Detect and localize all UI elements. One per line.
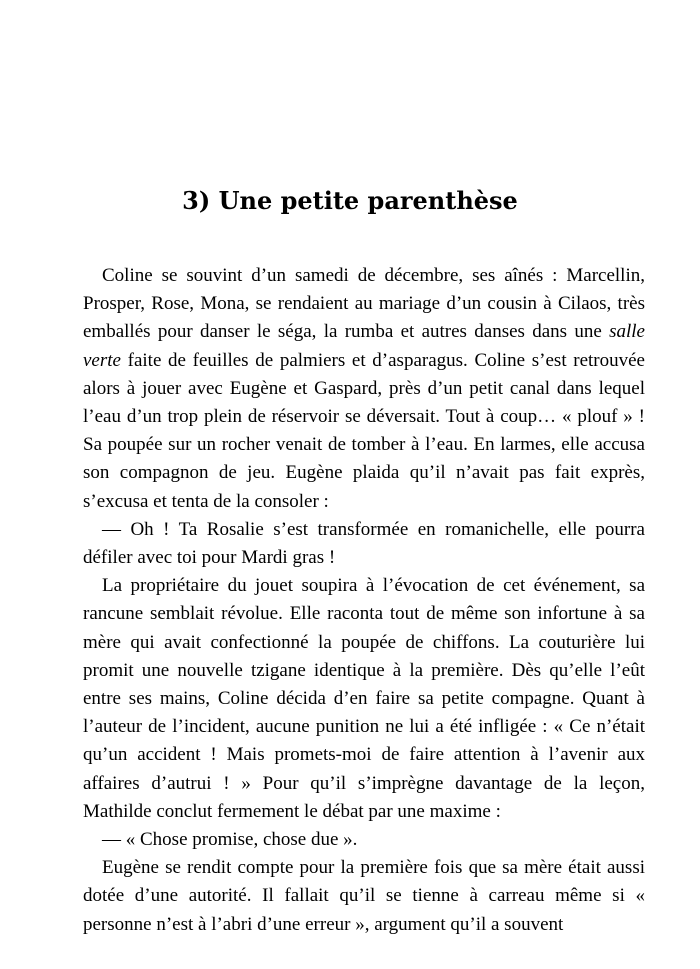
body-text (83, 262, 645, 939)
italic-phrase: salle verte (83, 321, 645, 371)
paragraph-text: faite de feuilles de palmiers et d’asparagus. Coline s’est retrouvée alors à jouer avec Eugène et Gaspard, près d’un petit canal dans lequel l’eau d’un trop plein de réservoir se déversait. Tout à coup… « plouf » ! Sa poupée sur un rocher venait de tomber à l’eau. En larmes, elle accusa son compagnon de jeu. Eugène plaida qu’il n’avait pas fait exprès, s’excusa et tenta de la consoler : (83, 349, 645, 512)
dialogue-line: — Oh ! Ta Rosalie s’est transformée en romanichelle, elle pourra défiler avec toi pour Mardi gras ! (83, 518, 645, 569)
paragraph (83, 262, 645, 516)
paragraph: La propriétaire du jouet soupira à l’évocation de cet événement, sa rancune semblait révolue. Elle raconta tout de même son infortune à sa mère qui avait confectionné la poupée de chiffons. La couturière lui promit une nouvelle tzigane identique à la première. Dès qu’elle l’eût entre ses mains, Coline décida d’en faire sa petite compagne. Quant à l’auteur de l’incident, aucune punition ne lui a été infligée : « Ce n’était qu’un accident ! Mais promets-moi de faire attention à l’avenir aux affaires d’autrui ! » Pour qu’il s’imprègne davantage de la leçon, Mathilde conclut fermement le débat par une maxime : (83, 575, 645, 822)
paragraph-text: Coline se souvint d’un samedi de décembre, ses aînés : Marcellin, Prosper, Rose, Mona, se rendaient au mariage d’un cousin à Cilaos, très emballés pour danser le séga, la rumba et autres danses dans une (83, 265, 645, 343)
chapter-title: 3) Une petite parenthèse (182, 186, 518, 215)
paragraph: Eugène se rendit compte pour la première fois que sa mère était aussi dotée d’une autorité. Il fallait qu’il se tienne à carreau même si « personne n’est à l’abri d’une erreur », argument qu’il a souvent (83, 857, 645, 935)
dialogue-line: — « Chose promise, chose due ». (102, 829, 358, 851)
